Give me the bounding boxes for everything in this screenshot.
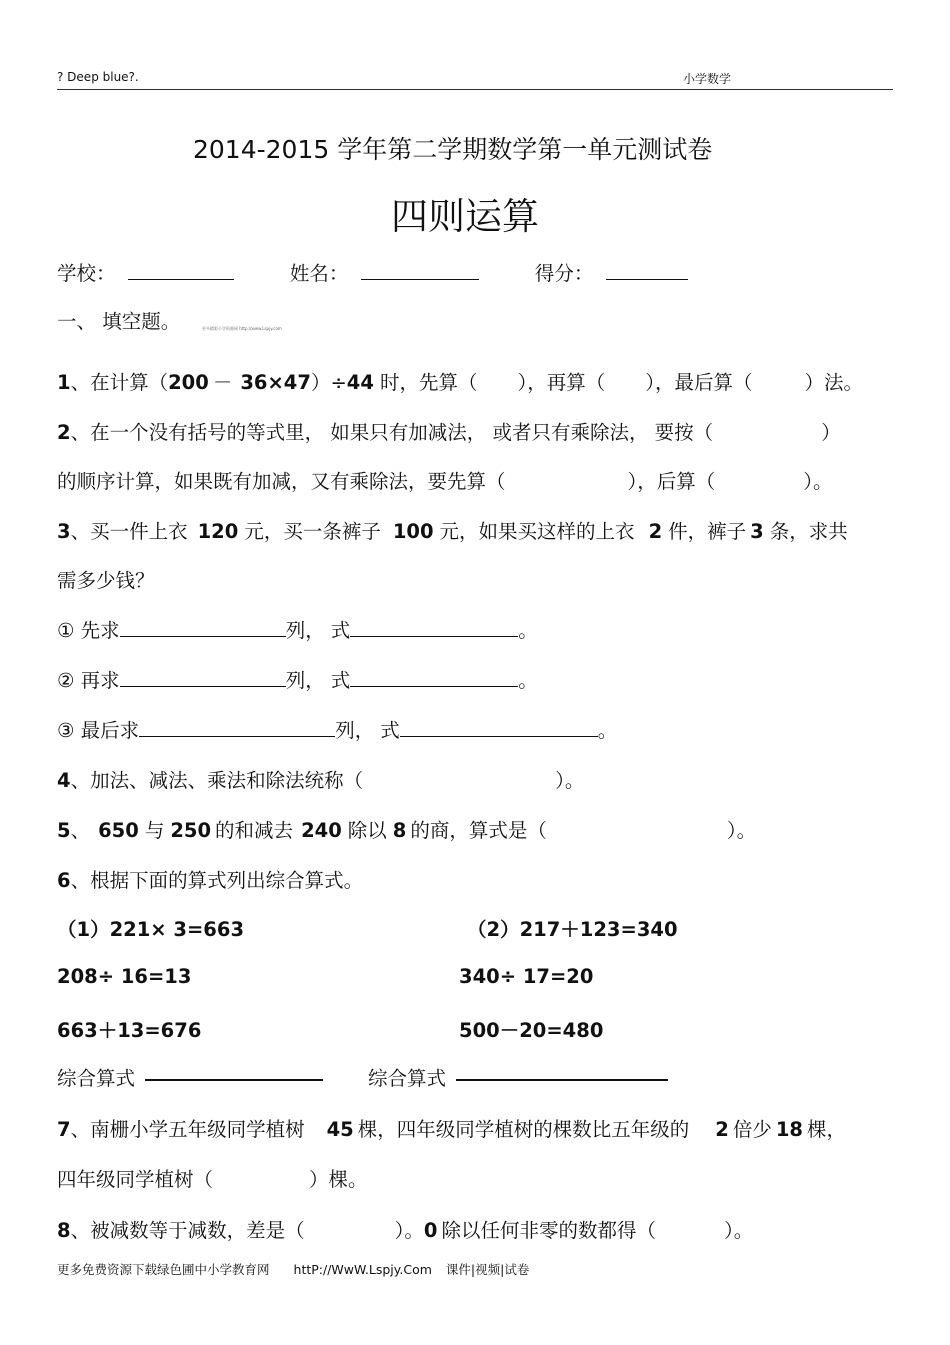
question-3-line-1 bbox=[57, 516, 848, 544]
q1-text: ）÷ bbox=[310, 371, 347, 394]
q6-combo-left bbox=[57, 1063, 323, 1091]
q6-right-1: （2）217＋123=340 bbox=[467, 918, 678, 941]
question-7-line-1 bbox=[57, 1114, 846, 1142]
q2-text: ）。 bbox=[803, 470, 833, 493]
score-field[interactable] bbox=[606, 278, 688, 280]
question-8 bbox=[57, 1215, 753, 1243]
q7-text: ）棵。 bbox=[309, 1168, 368, 1191]
q1-minus: － bbox=[212, 371, 233, 394]
exam-title: 2014-2015 学年第二学期数学第一单元测试卷 bbox=[193, 135, 713, 164]
q6-number: 6 bbox=[57, 869, 71, 892]
q8-text: ）。 bbox=[394, 1219, 424, 1242]
footer bbox=[57, 1260, 529, 1278]
q3-step-3 bbox=[57, 715, 617, 743]
q3-step-2 bbox=[57, 665, 538, 693]
question-4 bbox=[57, 765, 584, 793]
q1-text: ），最后算（ bbox=[645, 371, 753, 394]
q4-text: 、加法、减法、乘法和除法统称（ bbox=[70, 769, 364, 792]
step-blank[interactable] bbox=[400, 718, 598, 737]
step-blank[interactable] bbox=[120, 618, 286, 637]
q2-text: 的顺序计算，如果既有加减，又有乘除法，要先算（ bbox=[57, 470, 506, 493]
question-6 bbox=[57, 865, 363, 893]
q7-text: 棵，四年级同学植树的棵数比五年级的 bbox=[357, 1118, 690, 1141]
q8-text: 、被减数等于减数，差是（ bbox=[70, 1219, 305, 1242]
q6-left-1: （1）221× 3=663 bbox=[57, 918, 245, 941]
step-blank[interactable] bbox=[350, 668, 518, 687]
q8-value: 0 bbox=[423, 1219, 438, 1242]
q2-number: 2 bbox=[57, 421, 71, 444]
q7-text: 棵， bbox=[806, 1118, 846, 1141]
header-left: ? Deep blue?. bbox=[57, 70, 139, 84]
q3-value: 3 bbox=[750, 520, 764, 543]
question-7-line-2 bbox=[57, 1164, 368, 1192]
q1-text: 时，先算（ bbox=[379, 371, 478, 394]
q5-text: 与 bbox=[144, 819, 165, 842]
score-label: 得分： bbox=[534, 262, 594, 285]
combo-label: 综合算式 bbox=[57, 1067, 136, 1090]
q8-text: 除以任何非零的数都得（ bbox=[441, 1219, 656, 1242]
step-label: ③ 最后求 bbox=[57, 719, 140, 742]
q6-right-3: 500－20=480 bbox=[459, 1019, 604, 1042]
q3-text: 条，求共 bbox=[769, 520, 848, 543]
q6-right-2: 340÷ 17=20 bbox=[459, 965, 594, 988]
q5-text: 、 bbox=[70, 819, 91, 842]
q6-left-2: 208÷ 16=13 bbox=[57, 965, 192, 988]
q5-text: 的和减去 bbox=[215, 819, 294, 842]
q1-text: ），再算（ bbox=[517, 371, 606, 394]
q1-text: 、在计算（ bbox=[70, 371, 169, 394]
q3-number: 3 bbox=[57, 520, 71, 543]
tiny-note: 更多精彩小学资源网 http://www.Lspjy.com bbox=[202, 326, 282, 331]
q6-left-3: 663＋13=676 bbox=[57, 1019, 202, 1042]
step-text: 列， bbox=[285, 619, 325, 642]
q3-text: 元，如果买这样的上衣 bbox=[439, 520, 635, 543]
step-text: 列， bbox=[285, 669, 325, 692]
header-right: 小学数学 bbox=[683, 72, 732, 86]
step-text: 式 bbox=[330, 669, 351, 692]
q3-value: 100 bbox=[392, 520, 434, 543]
q6-text: 、根据下面的算式列出综合算式。 bbox=[70, 869, 364, 892]
combo-label: 综合算式 bbox=[368, 1067, 447, 1090]
exam-subtitle: 四则运算 bbox=[391, 195, 539, 238]
q7-number: 7 bbox=[57, 1118, 71, 1141]
step-label: ① 先求 bbox=[57, 619, 120, 642]
q3-text: 元，买一条裤子 bbox=[244, 520, 381, 543]
step-blank[interactable] bbox=[120, 668, 286, 687]
q5-text: ）。 bbox=[726, 819, 757, 842]
q5-value: 250 bbox=[170, 819, 212, 842]
step-text: 。 bbox=[597, 719, 618, 742]
q2-text: ） bbox=[821, 421, 841, 444]
q5-value: 650 bbox=[98, 819, 139, 842]
q3-text: 、买一件上衣 bbox=[70, 520, 188, 543]
info-row bbox=[57, 258, 688, 286]
q3-value: 2 bbox=[648, 520, 663, 543]
q7-text: 倍少 bbox=[732, 1118, 772, 1141]
question-1 bbox=[57, 367, 863, 395]
question-5 bbox=[57, 815, 756, 843]
step-text: 式 bbox=[330, 619, 351, 642]
step-text: 列， bbox=[335, 719, 375, 742]
q7-value: 2 bbox=[715, 1118, 729, 1141]
q5-value: 8 bbox=[392, 819, 407, 842]
q5-value: 240 bbox=[301, 819, 342, 842]
q1-value: 44 bbox=[346, 371, 374, 394]
q8-text: ）。 bbox=[723, 1219, 754, 1242]
q6-combo-right bbox=[368, 1063, 668, 1091]
q8-number: 8 bbox=[57, 1219, 71, 1242]
q5-text: 除以 bbox=[347, 819, 387, 842]
q4-number: 4 bbox=[57, 769, 71, 792]
school-field[interactable] bbox=[128, 278, 234, 280]
step-blank[interactable] bbox=[139, 718, 335, 737]
name-field[interactable] bbox=[361, 278, 479, 280]
q3-value: 120 bbox=[197, 520, 239, 543]
question-2-line-1 bbox=[57, 417, 841, 445]
q5-number: 5 bbox=[57, 819, 71, 842]
footer-text: 课件|视频|试卷 bbox=[445, 1262, 530, 1277]
school-label: 学校： bbox=[57, 262, 116, 285]
step-text: 式 bbox=[380, 719, 400, 742]
q5-text: 的商，算式是（ bbox=[410, 819, 547, 842]
q1-text: ）法。 bbox=[804, 371, 863, 394]
step-text: 。 bbox=[518, 619, 538, 642]
section-heading: 一、 填空题。 bbox=[57, 310, 181, 333]
q7-value: 18 bbox=[775, 1118, 803, 1141]
q1-number: 1 bbox=[57, 371, 71, 394]
q4-text: ）。 bbox=[555, 769, 585, 792]
q1-value: 200 bbox=[168, 371, 209, 394]
step-blank[interactable] bbox=[350, 618, 518, 637]
q2-text: ），后算（ bbox=[627, 470, 716, 493]
name-label: 姓名： bbox=[289, 262, 349, 285]
step-label: ② 再求 bbox=[57, 669, 120, 692]
q7-value: 45 bbox=[326, 1118, 354, 1141]
question-2-line-2 bbox=[57, 466, 833, 494]
q2-text: 、在一个没有括号的等式里， 如果只有加减法， 或者只有乘除法， 要按（ bbox=[70, 421, 714, 444]
step-text: 。 bbox=[518, 669, 538, 692]
combo-answer-line[interactable] bbox=[145, 1079, 323, 1081]
q7-text: 、南栅小学五年级同学植树 bbox=[70, 1118, 305, 1141]
question-3-line-2: 需多少钱？ bbox=[57, 569, 155, 592]
q3-step-1 bbox=[57, 615, 538, 643]
q3-text: 件，裤子 bbox=[668, 520, 747, 543]
q7-text: 四年级同学植树（ bbox=[57, 1168, 214, 1191]
footer-link[interactable]: httP://WwW.Lspjy.Com bbox=[293, 1262, 432, 1277]
header-rule bbox=[57, 89, 893, 90]
combo-answer-line[interactable] bbox=[456, 1079, 668, 1081]
footer-text: 更多免费资源下载绿色圃中小学教育网 bbox=[57, 1262, 270, 1277]
q1-value: 36×47 bbox=[240, 371, 311, 394]
